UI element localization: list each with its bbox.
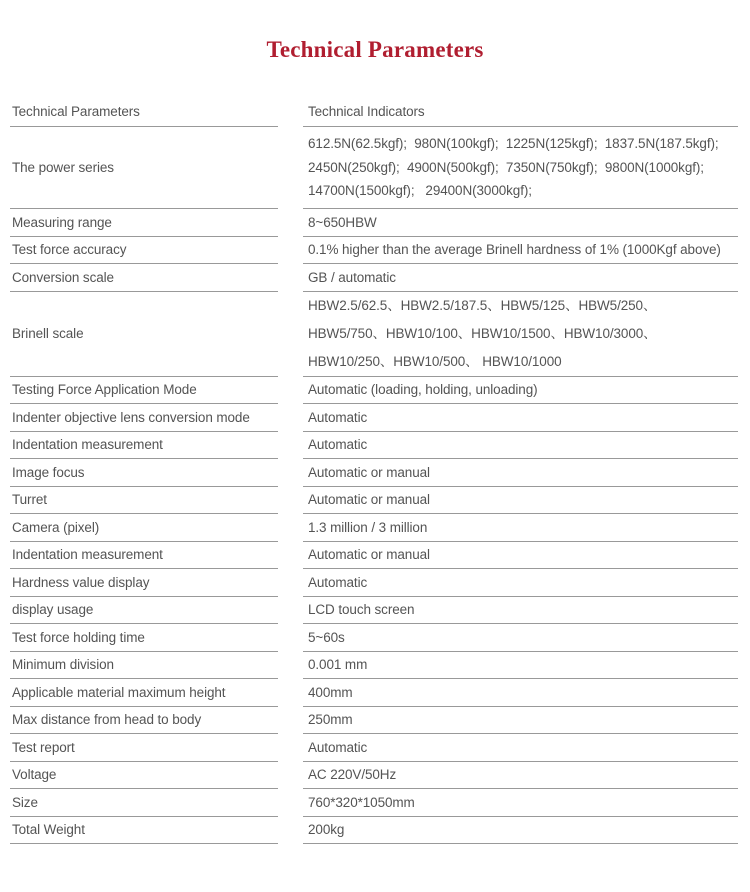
row-value: Automatic	[303, 569, 738, 597]
row-label: Indenter objective lens conversion mode	[10, 404, 278, 432]
row-value: AC 220V/50Hz	[303, 762, 738, 790]
row-value: Automatic or manual	[303, 542, 738, 570]
row-label: Minimum division	[10, 652, 278, 680]
row-label: Turret	[10, 487, 278, 515]
table-row	[10, 597, 738, 625]
table-row	[10, 459, 738, 487]
header-left-label: Technical Parameters	[10, 96, 278, 127]
row-value: Automatic	[303, 404, 738, 432]
row-label: The power series	[10, 127, 278, 209]
row-label: Max distance from head to body	[10, 707, 278, 735]
table-row	[10, 652, 738, 680]
row-value: GB / automatic	[303, 264, 738, 292]
table-row	[10, 789, 738, 817]
row-value: 1.3 million / 3 million	[303, 514, 738, 542]
header-right-label: Technical Indicators	[303, 96, 738, 127]
row-label: Test report	[10, 734, 278, 762]
row-label: Size	[10, 789, 278, 817]
row-value: Automatic or manual	[303, 487, 738, 515]
row-label: Test force accuracy	[10, 237, 278, 265]
row-value: 8~650HBW	[303, 209, 738, 237]
page-title: Technical Parameters	[266, 37, 484, 62]
table-row	[10, 542, 738, 570]
table-row	[10, 487, 738, 515]
row-label: Measuring range	[10, 209, 278, 237]
row-label: Image focus	[10, 459, 278, 487]
row-value: 760*320*1050mm	[303, 789, 738, 817]
row-value: 250mm	[303, 707, 738, 735]
row-label: Brinell scale	[10, 292, 278, 377]
row-value: Automatic (loading, holding, unloading)	[303, 377, 738, 405]
row-value: 0.1% higher than the average Brinell hardness of 1% (1000Kgf above)	[303, 237, 738, 265]
table-row	[10, 209, 738, 237]
spec-table	[10, 96, 738, 844]
row-label: Total Weight	[10, 817, 278, 845]
row-label: Conversion scale	[10, 264, 278, 292]
table-row	[10, 817, 738, 845]
table-row	[10, 237, 738, 265]
value-line: HBW5/750、HBW10/100、HBW10/1500、HBW10/3000、	[308, 325, 657, 341]
row-value	[303, 127, 738, 209]
row-label: Voltage	[10, 762, 278, 790]
table-row	[10, 292, 738, 377]
table-row	[10, 404, 738, 432]
row-label: Camera (pixel)	[10, 514, 278, 542]
table-row	[10, 734, 738, 762]
table-row	[10, 624, 738, 652]
table-header-row	[10, 96, 738, 127]
row-value	[303, 292, 738, 377]
row-value: 0.001 mm	[303, 652, 738, 680]
row-value: 400mm	[303, 679, 738, 707]
row-value: Automatic	[303, 734, 738, 762]
value-line: HBW10/250、HBW10/500、 HBW10/1000	[308, 353, 562, 369]
row-label: display usage	[10, 597, 278, 625]
technical-parameters-page	[0, 36, 750, 844]
value-line: HBW2.5/62.5、HBW2.5/187.5、HBW5/125、HBW5/250、	[308, 297, 657, 313]
value-line: 14700N(1500kgf); 29400N(3000kgf);	[308, 183, 532, 199]
table-row	[10, 264, 738, 292]
row-label: Testing Force Application Mode	[10, 377, 278, 405]
table-body	[10, 127, 738, 844]
table-row	[10, 432, 738, 460]
table-row	[10, 514, 738, 542]
table-row	[10, 377, 738, 405]
row-value: Automatic or manual	[303, 459, 738, 487]
row-label: Test force holding time	[10, 624, 278, 652]
row-value: 5~60s	[303, 624, 738, 652]
row-value: 200kg	[303, 817, 738, 845]
table-row	[10, 679, 738, 707]
row-value: Automatic	[303, 432, 738, 460]
row-label: Applicable material maximum height	[10, 679, 278, 707]
row-label: Indentation measurement	[10, 432, 278, 460]
value-line: 612.5N(62.5kgf); 980N(100kgf); 1225N(125kgf); 1837.5N(187.5kgf);	[308, 136, 719, 152]
table-row	[10, 127, 738, 209]
row-value: LCD touch screen	[303, 597, 738, 625]
table-row	[10, 707, 738, 735]
table-row	[10, 569, 738, 597]
row-label: Indentation measurement	[10, 542, 278, 570]
table-row	[10, 762, 738, 790]
row-label: Hardness value display	[10, 569, 278, 597]
value-line: 2450N(250kgf); 4900N(500kgf); 7350N(750kgf); 9800N(1000kgf);	[308, 159, 704, 175]
